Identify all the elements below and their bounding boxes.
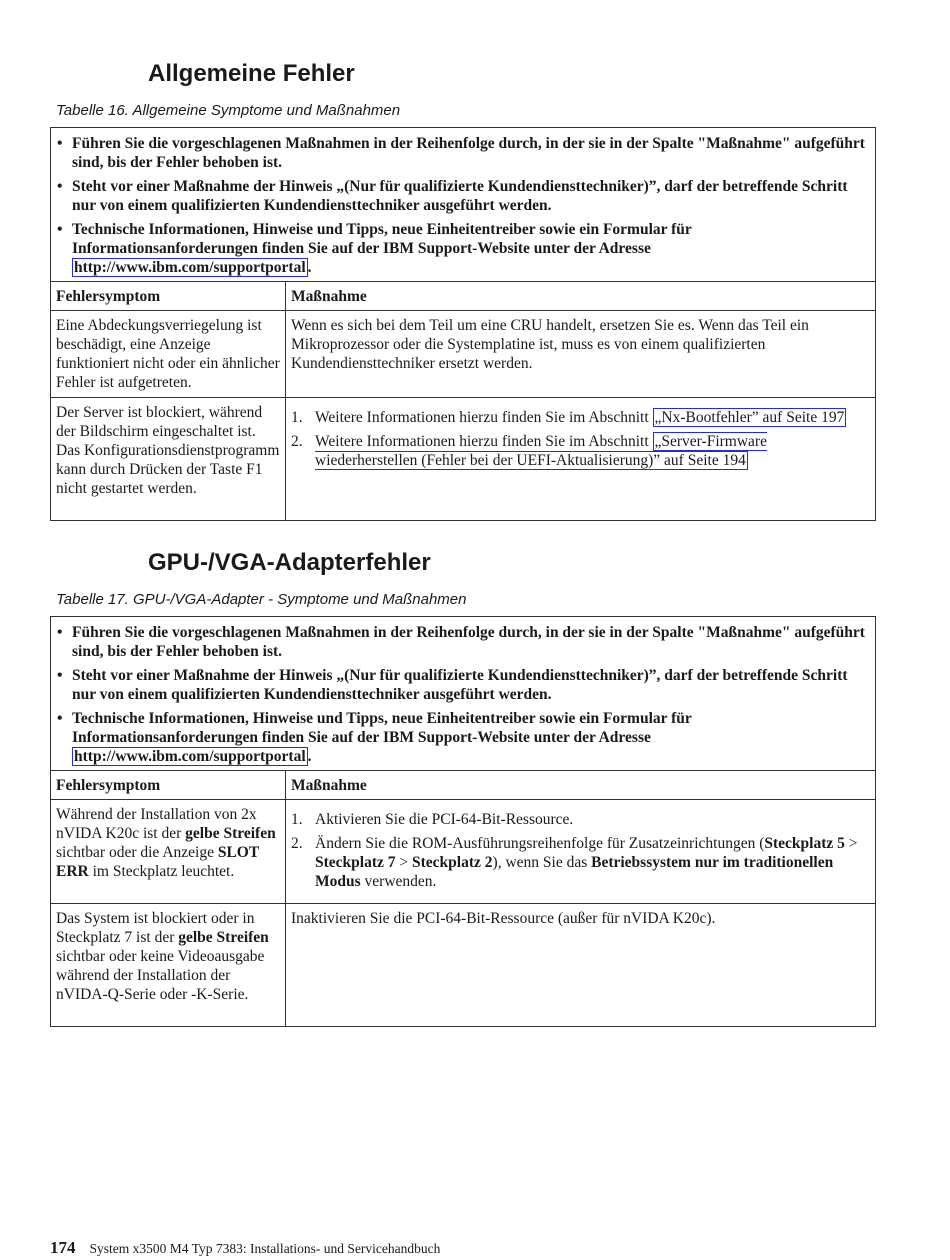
note-text: Führen Sie die vorgeschlagenen Maßnahmen in der Reihenfolge durch, in der sie in der Spalte "Maßnahme" aufgeführt sind, bis der Fehler behoben ist.: [72, 135, 865, 171]
page-footer: [50, 1238, 440, 1258]
symptom-emphasis: gelbe Streifen: [178, 929, 269, 946]
step-text: Weitere Informationen hierzu finden Sie im Abschnitt: [315, 433, 653, 450]
step-text: Weitere Informationen hierzu finden Sie im Abschnitt: [315, 409, 653, 426]
table-17: [50, 616, 876, 1027]
symptom-cell: [51, 904, 286, 1027]
table-row: [51, 904, 876, 1027]
step-item: [291, 408, 869, 427]
notes-cell: [51, 128, 876, 282]
step-number: 2.: [291, 433, 303, 450]
header-row: [51, 282, 876, 311]
note-text: Technische Informationen, Hinweise und Tipps, neue Einheitentreiber sowie ein Formular für Informationsanforderungen finden Sie auf der IBM Support-Website unter der Adresse: [72, 221, 692, 257]
note-item: [57, 134, 867, 172]
note-item: • Technische Informationen, Hinweise und Tipps, neue Einheitentreiber sowie ein Formular für Informationsanforderungen finden Sie auf der IBM Support-Website unter der Adresse http://www.ibm.com/supportportal .: [57, 710, 692, 765]
notes-list: [57, 134, 867, 277]
header-row: [51, 771, 876, 800]
step-number: 1.: [291, 409, 303, 426]
symptom-cell: Der Server ist blockiert, während der Bildschirm eingeschaltet ist. Das Konfigurationsdienstprogramm kann durch Drücken der Taste F1 nicht gestartet werden.: [51, 398, 286, 521]
table-16-caption: Tabelle 16. Allgemeine Symptome und Maßnahmen: [56, 102, 401, 119]
step-emphasis: Steckplatz 7: [315, 854, 396, 871]
action-cell: Wenn es sich bei dem Teil um eine CRU handelt, ersetzen Sie es. Wenn das Teil ein Mikroprozessor oder die Systemplatine ist, muss es von einem qualifizierten Kundendiensttechniker ersetzt werden.: [286, 311, 876, 398]
firmware-recovery-link[interactable]: „Server-Firmware wiederherstellen (Fehler bei der UEFI-Aktualisierung)” auf Seite 194: [315, 433, 767, 469]
support-portal-link[interactable]: http://www.ibm.com/supportportal: [74, 259, 306, 276]
step-item: [291, 432, 869, 470]
notes-row: [51, 128, 876, 282]
note-text: Steht vor einer Maßnahme der Hinweis „(Nur für qualifizierte Kundendiensttechniker)”, darf der betreffende Schritt nur von einem qualifizierten Kundendiensttechniker ausgeführt werden.: [72, 667, 848, 703]
bullet-icon: •: [57, 221, 63, 238]
notes-list: [57, 623, 867, 766]
steps-list: [291, 810, 869, 891]
symptom-text: sichtbar oder keine Videoausgabe während der Installation der nVIDA-Q-Serie oder -K-Serie.: [56, 948, 265, 1003]
step-number: 1.: [291, 811, 303, 828]
step-emphasis: Betriebssystem nur im traditionellen Modus: [315, 854, 834, 890]
symptom-emphasis: SLOT ERR: [56, 844, 259, 880]
note-text: Steht vor einer Maßnahme der Hinweis „(Nur für qualifizierte Kundendiensttechniker)”, darf der betreffende Schritt nur von einem qualifizierten Kundendiensttechniker ausgeführt werden.: [72, 178, 848, 214]
support-portal-link[interactable]: http://www.ibm.com/supportportal: [74, 748, 306, 765]
page-number: 174: [50, 1238, 76, 1257]
column-header-symptom: Fehlersymptom: [51, 771, 286, 800]
symptom-cell: Eine Abdeckungsverriegelung ist beschädigt, eine Anzeige funktioniert nicht oder ein ähnlicher Fehler ist aufgetreten.: [51, 311, 286, 398]
notes-row: [51, 617, 876, 771]
nx-boot-errors-link[interactable]: „Nx-Bootfehler” auf Seite 197: [654, 409, 845, 426]
steps-list: [291, 408, 869, 470]
symptom-emphasis: gelbe Streifen: [185, 825, 276, 842]
bullet-icon: •: [57, 667, 63, 684]
column-header-action: Maßnahme: [286, 771, 876, 800]
step-emphasis: Steckplatz 5: [764, 835, 845, 852]
note-item: • Technische Informationen, Hinweise und Tipps, neue Einheitentreiber sowie ein Formular für Informationsanforderungen finden Sie auf der IBM Support-Website unter der Adresse http://www.ibm.com/supportportal .: [57, 221, 692, 276]
table-16: [50, 127, 876, 521]
step-text: verwenden.: [360, 873, 437, 890]
column-header-symptom: Fehlersymptom: [51, 282, 286, 311]
step-number: 2.: [291, 835, 303, 852]
step-text: Aktivieren Sie die PCI-64-Bit-Ressource.: [315, 811, 574, 828]
notes-cell: [51, 617, 876, 771]
bullet-icon: •: [57, 624, 63, 641]
note-text: Technische Informationen, Hinweise und Tipps, neue Einheitentreiber sowie ein Formular für Informationsanforderungen finden Sie auf der IBM Support-Website unter der Adresse: [72, 710, 692, 746]
table-row: [51, 311, 876, 398]
step-text: ), wenn Sie das: [492, 854, 592, 871]
symptom-text: Das System ist blockiert oder in Steckplatz 7 ist der: [56, 910, 255, 946]
bullet-icon: •: [57, 135, 63, 152]
column-header-action: Maßnahme: [286, 282, 876, 311]
symptom-text: Während der Installation von 2x nVIDA K20c ist der: [56, 806, 257, 842]
table-row: [51, 800, 876, 904]
note-text: Führen Sie die vorgeschlagenen Maßnahmen in der Reihenfolge durch, in der sie in der Spalte "Maßnahme" aufgeführt sind, bis der Fehler behoben ist.: [72, 624, 865, 660]
table-17-caption: Tabelle 17. GPU-/VGA-Adapter - Symptome und Maßnahmen: [56, 591, 467, 608]
note-item: [57, 177, 867, 215]
action-cell: Inaktivieren Sie die PCI-64-Bit-Ressource (außer für nVIDA K20c).: [286, 904, 876, 1027]
symptom-cell: [51, 800, 286, 904]
step-emphasis: Steckplatz 2: [412, 854, 493, 871]
step-item: [291, 834, 869, 891]
action-cell: [286, 398, 876, 521]
step-item: [291, 810, 869, 829]
footer-text: System x3500 M4 Typ 7383: Installations- und Servicehandbuch: [89, 1241, 441, 1256]
step-text: Ändern Sie die ROM-Ausführungsreihenfolge für Zusatzeinrichtungen (: [315, 835, 765, 852]
symptom-text: im Steckplatz leuchtet.: [88, 863, 235, 880]
action-cell: [286, 800, 876, 904]
table-row: [51, 398, 876, 521]
symptom-text: sichtbar oder die Anzeige: [56, 844, 218, 861]
section-title-gpu-vga-errors: GPU-/VGA-Adapterfehler: [148, 549, 431, 576]
note-item: [57, 623, 867, 661]
section-title-general-errors: Allgemeine Fehler: [148, 60, 355, 87]
note-item: [57, 666, 867, 704]
step-text: >: [395, 854, 413, 871]
step-text: >: [844, 835, 858, 852]
bullet-icon: •: [57, 710, 63, 727]
bullet-icon: •: [57, 178, 63, 195]
